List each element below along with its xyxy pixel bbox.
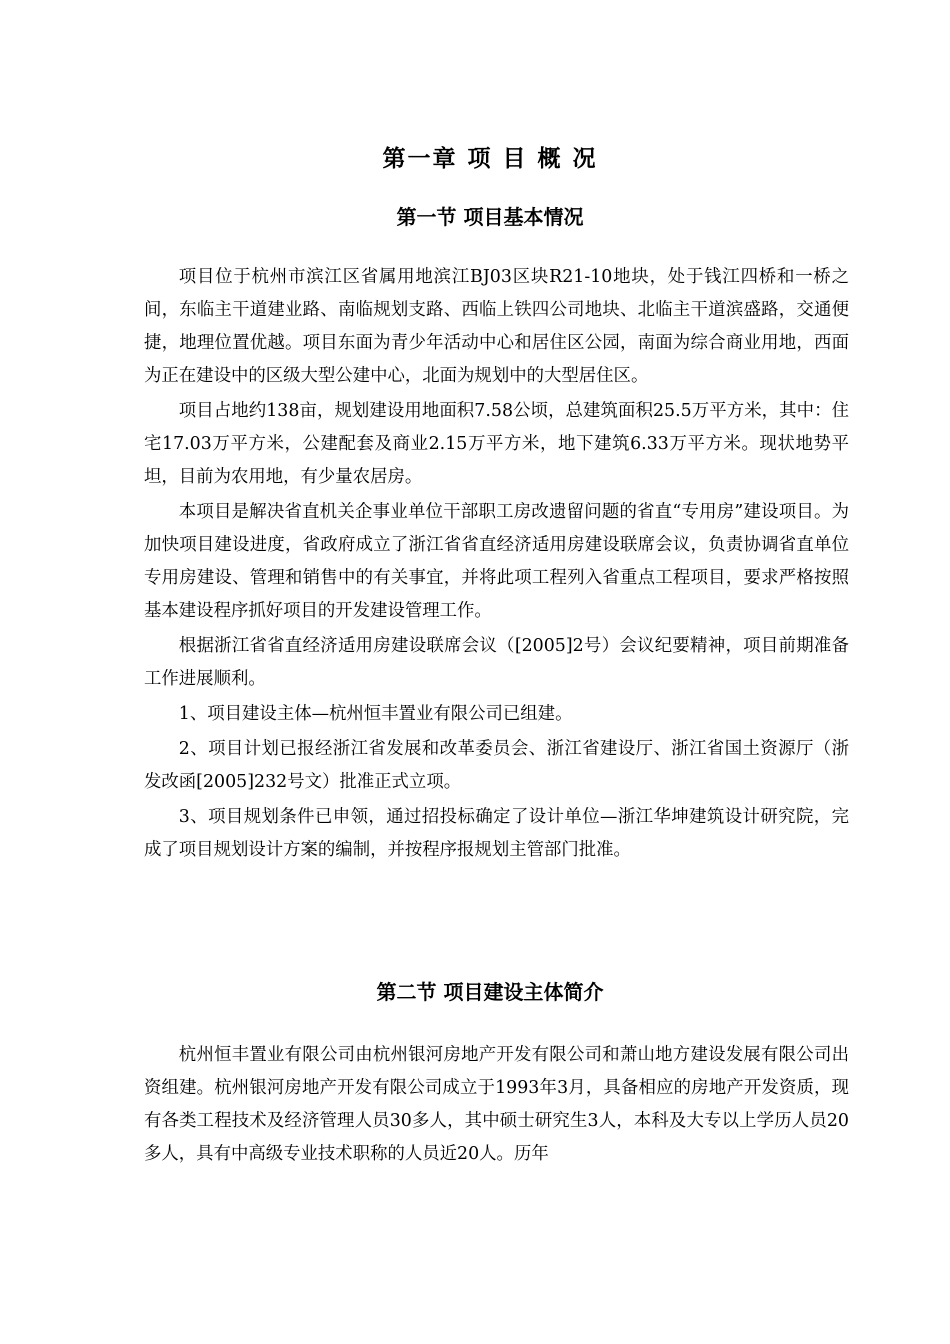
paragraph-area: 项目占地约138亩，规划建设用地面积7.58公顷，总建筑面积25.5万平方米，其中：住宅17.03万平方米，公建配套及商业2.15万平方米，地下建筑6.33万平方米。现状地势平坦，目前为农用地，有少量农居房。 — [144, 401, 849, 487]
section-body-developer — [144, 1039, 849, 1173]
paragraph-progress: 根据浙江省省直经济适用房建设联席会议（[2005]2号）会议纪要精神，项目前期准备工作进展顺利。 — [144, 636, 849, 689]
paragraph-location: 项目位于杭州市滨江区省属用地滨江BJ03区块R21-10地块，处于钱江四桥和一桥之间，东临主干道建业路、南临规划支路、西临上铁四公司地块、北临主干道滨盛路，交通便捷，地理位置优越。项目东面为青少年活动中心和居住区公园，南面为综合商业用地，西面为正在建设中的区级大型公建中心，北面为规划中的大型居住区。 — [144, 267, 849, 386]
paragraph-item-1: 1、项目建设主体—杭州恒丰置业有限公司已组建。 — [178, 704, 573, 724]
chapter-title: 第一章 项 目 概 况 — [382, 146, 598, 172]
section-title-basic-info: 第一节 项目基本情况 — [396, 205, 584, 229]
section-body-basic-info — [144, 261, 849, 869]
paragraph-purpose: 本项目是解决省直机关企事业单位干部职工房改遗留问题的省直“专用房”建设项目。为加快项目建设进度，省政府成立了浙江省省直经济适用房建设联席会议，负责协调省直单位专用房建设、管理和销售中的有关事宜，并将此项工程列入省重点工程项目，要求严格按照基本建设程序抓好项目的开发建设管理工作。 — [144, 502, 849, 621]
paragraph-item-3: 3、项目规划条件已申领，通过招投标确定了设计单位—浙江华坤建筑设计研究院，完成了项目规划设计方案的编制，并按程序报规划主管部门批准。 — [144, 807, 849, 860]
paragraph-developer-intro: 杭州恒丰置业有限公司由杭州银河房地产开发有限公司和萧山地方建设发展有限公司出资组建。杭州银河房地产开发有限公司成立于1993年3月，具备相应的房地产开发资质，现有各类工程技术及经济管理人员30多人，其中硕士研究生3人，本科及大专以上学历人员20多人，具有中高级专业技术职称的人员近20人。历年 — [144, 1045, 849, 1164]
section-title-developer: 第二节 项目建设主体简介 — [376, 980, 604, 1004]
paragraph-item-2: 2、项目计划已报经浙江省发展和改革委员会、浙江省建设厅、浙江省国土资源厅（浙发改函[2005]232号文）批准正式立项。 — [144, 739, 849, 792]
